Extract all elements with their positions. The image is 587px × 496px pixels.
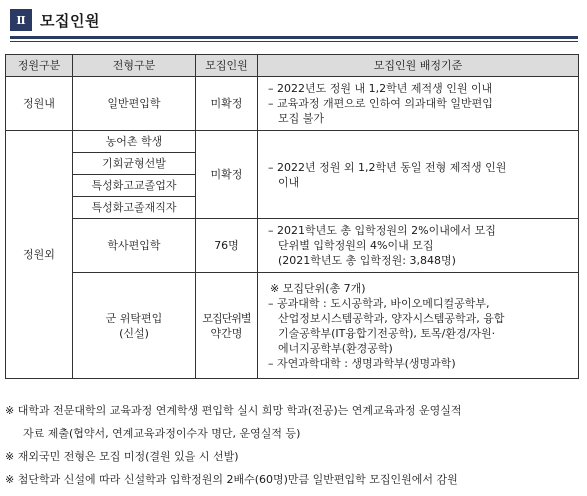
admission-type-cell xyxy=(73,273,196,379)
footnote: 자료 제출(협약서, 연계교육과정이수자 명단, 운영실적 등) xyxy=(23,427,301,440)
recruitment-table xyxy=(5,54,579,379)
header-rule-thin xyxy=(10,41,578,42)
quota-group-cell: 정원외 xyxy=(6,131,73,379)
count-line: 약간명 xyxy=(210,326,243,340)
admission-type-cell: 농어촌 학생 xyxy=(73,131,196,153)
admission-type-cell: 일반편입학 xyxy=(73,77,196,131)
criteria-line: 모집 불가 xyxy=(278,112,325,125)
criteria-line: – 공과대학 : 도시공학과, 바이오메디컬공학부, xyxy=(268,296,490,310)
admission-type-cell: 특성화고교졸업자 xyxy=(73,175,196,197)
col-header: 전형구분 xyxy=(73,55,196,77)
table-row xyxy=(6,219,579,273)
criteria-line: – 2021학년도 총 입학정원의 2%이내에서 모집 xyxy=(268,224,496,237)
criteria-line: 기술공학부(IT융합기전공학), 토목/환경/자원· xyxy=(278,326,496,340)
table-row xyxy=(6,77,579,131)
count-cell xyxy=(196,273,258,379)
criteria-line: 산업정보시스템공학과, 양자시스템공학과, 융합 xyxy=(278,311,505,325)
admission-type-cell: 학사편입학 xyxy=(73,219,196,273)
criteria-line: 이내 xyxy=(278,175,300,189)
count-cell: 76명 xyxy=(196,219,258,273)
criteria-line: ※ 모집단위(총 7개) xyxy=(270,281,366,295)
criteria-line: (2021학년도 총 입학정원: 3,848명) xyxy=(278,254,456,267)
count-cell: 미확정 xyxy=(196,131,258,219)
section-number-badge: Ⅱ xyxy=(10,9,32,31)
criteria-cell xyxy=(258,219,579,273)
count-cell: 미확정 xyxy=(196,77,258,131)
criteria-cell xyxy=(258,77,579,131)
footnote: ※ 첨단학과 신설에 따라 신설학과 입학정원의 2배수(60명)만큼 일반편입학 모집인원에서 감원 xyxy=(5,473,458,486)
footnote: ※ 대학과 전문대학의 교육과정 연계학생 편입학 실시 희망 학과(전공)는 연계교육과정 운영실적 xyxy=(5,404,462,417)
col-header: 모집인원 배정기준 xyxy=(258,55,579,77)
table-header-row xyxy=(6,55,579,77)
admission-type-line: (신설) xyxy=(119,326,149,340)
count-line: 모집단위별 xyxy=(202,311,251,325)
criteria-line: – 2022년 정원 외 1,2학년 동일 전형 제적생 인원 xyxy=(268,160,507,174)
table-row xyxy=(6,273,579,379)
criteria-line: – 교육과정 개편으로 인하여 의과대학 일반편입 xyxy=(268,97,493,110)
col-header: 정원구분 xyxy=(6,55,73,77)
criteria-line: 에너지공학부(환경공학) xyxy=(278,341,393,355)
section-title: 모집인원 xyxy=(40,11,100,30)
criteria-cell xyxy=(258,273,579,379)
col-header: 모집인원 xyxy=(196,55,258,77)
criteria-line: – 2022년도 정원 내 1,2학년 제적생 인원 이내 xyxy=(268,82,493,95)
footnotes xyxy=(5,399,583,491)
table-row xyxy=(6,131,579,153)
admission-type-cell: 기회균형선발 xyxy=(73,153,196,175)
criteria-line: – 자연과학대학 : 생명과학부(생명과학) xyxy=(268,356,456,370)
criteria-cell xyxy=(258,131,579,219)
admission-type-cell: 특성화고졸재직자 xyxy=(73,197,196,219)
header-rule-thick xyxy=(10,36,578,39)
criteria-line: 단위별 입학정원의 4%이내 모집 xyxy=(278,239,434,252)
quota-group-cell: 정원내 xyxy=(6,77,73,131)
section-header xyxy=(10,9,100,31)
footnote: ※ 재외국민 전형은 모집 미정(결원 있을 시 선발) xyxy=(5,450,239,463)
admission-type-line: 군 위탁편입 xyxy=(105,311,163,325)
